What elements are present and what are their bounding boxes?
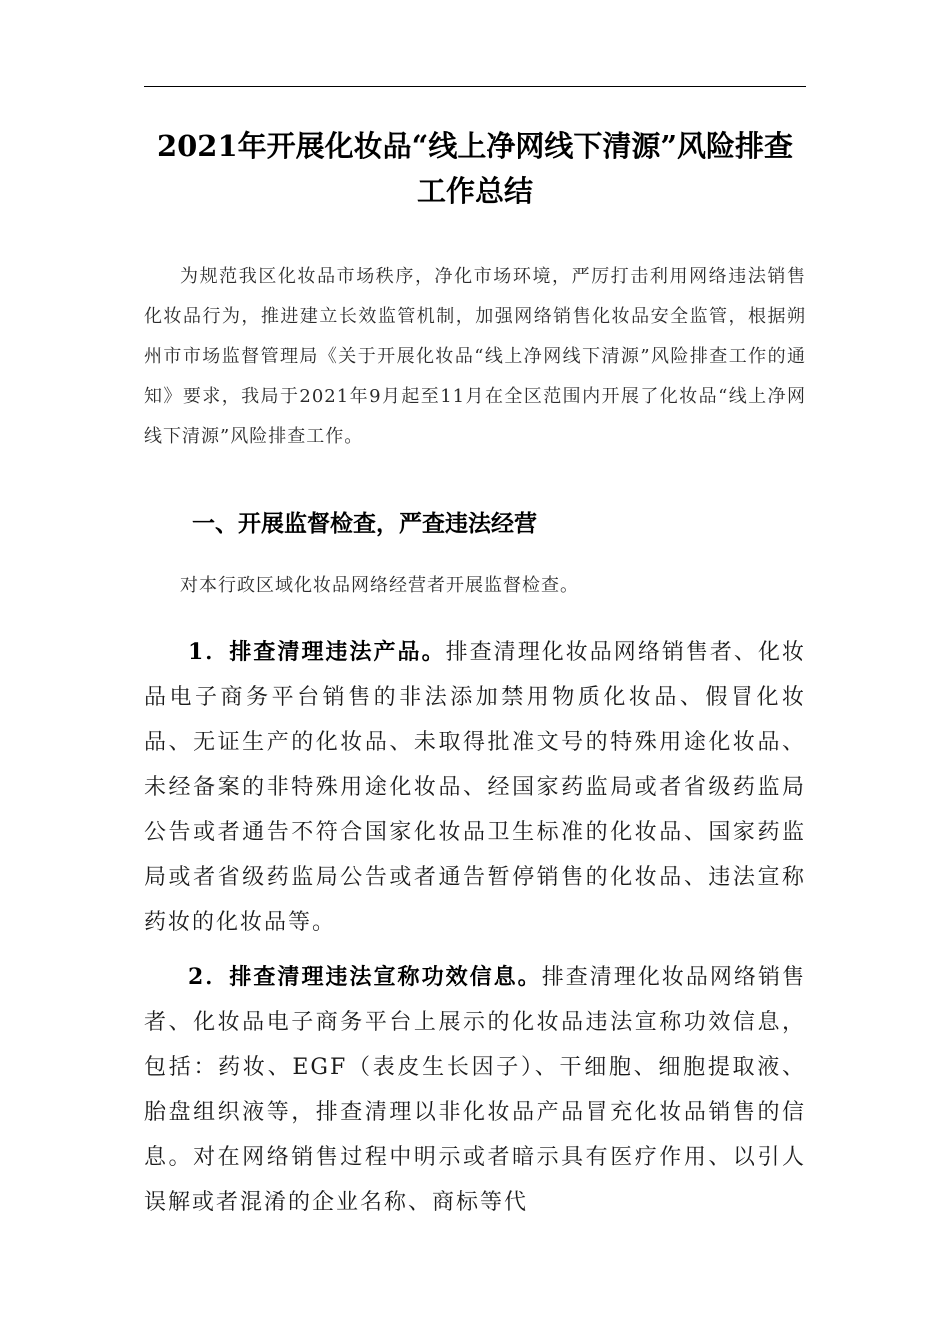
list-item-heading: 1．排查清理违法产品。 — [188, 639, 446, 665]
header-rule — [144, 86, 806, 87]
section-heading: 一、开展监督检查，严查违法经营 — [192, 510, 537, 537]
page-title: 2021年开展化妆品“线上净网线下清源”风险排查工作总结 — [156, 129, 794, 208]
list-item-body: 排查清理化妆品网络销售者、化妆品电子商务平台上展示的化妆品违法宣称功效信息，包括：药妆、EGF（表皮生长因子）、干细胞、细胞提取液、胎盘组织液等，排查清理以非化妆品产品冒充化妆品销售的信息。对在网络销售过程中明示或者暗示具有医疗作用、以引人误解或者混淆的企业名称、商标等代 — [144, 965, 806, 1215]
section-lead-paragraph: 对本行政区域化妆品网络经营者开展监督检查。 — [180, 575, 579, 596]
intro-paragraph: 为规范我区化妆品市场秩序，净化市场环境，严厉打击利用网络违法销售化妆品行为，推进建立长效监管机制，加强网络销售化妆品安全监管，根据朔州市市场监督管理局《关于开展化妆品“线上净网线下清源”风险排查工作的通知》要求，我局于2021年9月起至11月在全区范围内开展了化妆品“线上净网线下清源”风险排查工作。 — [144, 266, 806, 447]
list-item — [144, 955, 806, 1225]
list-item — [144, 630, 806, 945]
list-item-heading: 2．排查清理违法宣称功效信息。 — [188, 964, 542, 990]
list-item-body: 排查清理化妆品网络销售者、化妆品电子商务平台销售的非法添加禁用物质化妆品、假冒化妆品、无证生产的化妆品、未取得批准文号的特殊用途化妆品、未经备案的非特殊用途化妆品、经国家药监局或者省级药监局公告或者通告不符合国家化妆品卫生标准的化妆品、国家药监局或者省级药监局公告或者通告暂停销售的化妆品、违法宣称药妆的化妆品等。 — [144, 640, 806, 935]
